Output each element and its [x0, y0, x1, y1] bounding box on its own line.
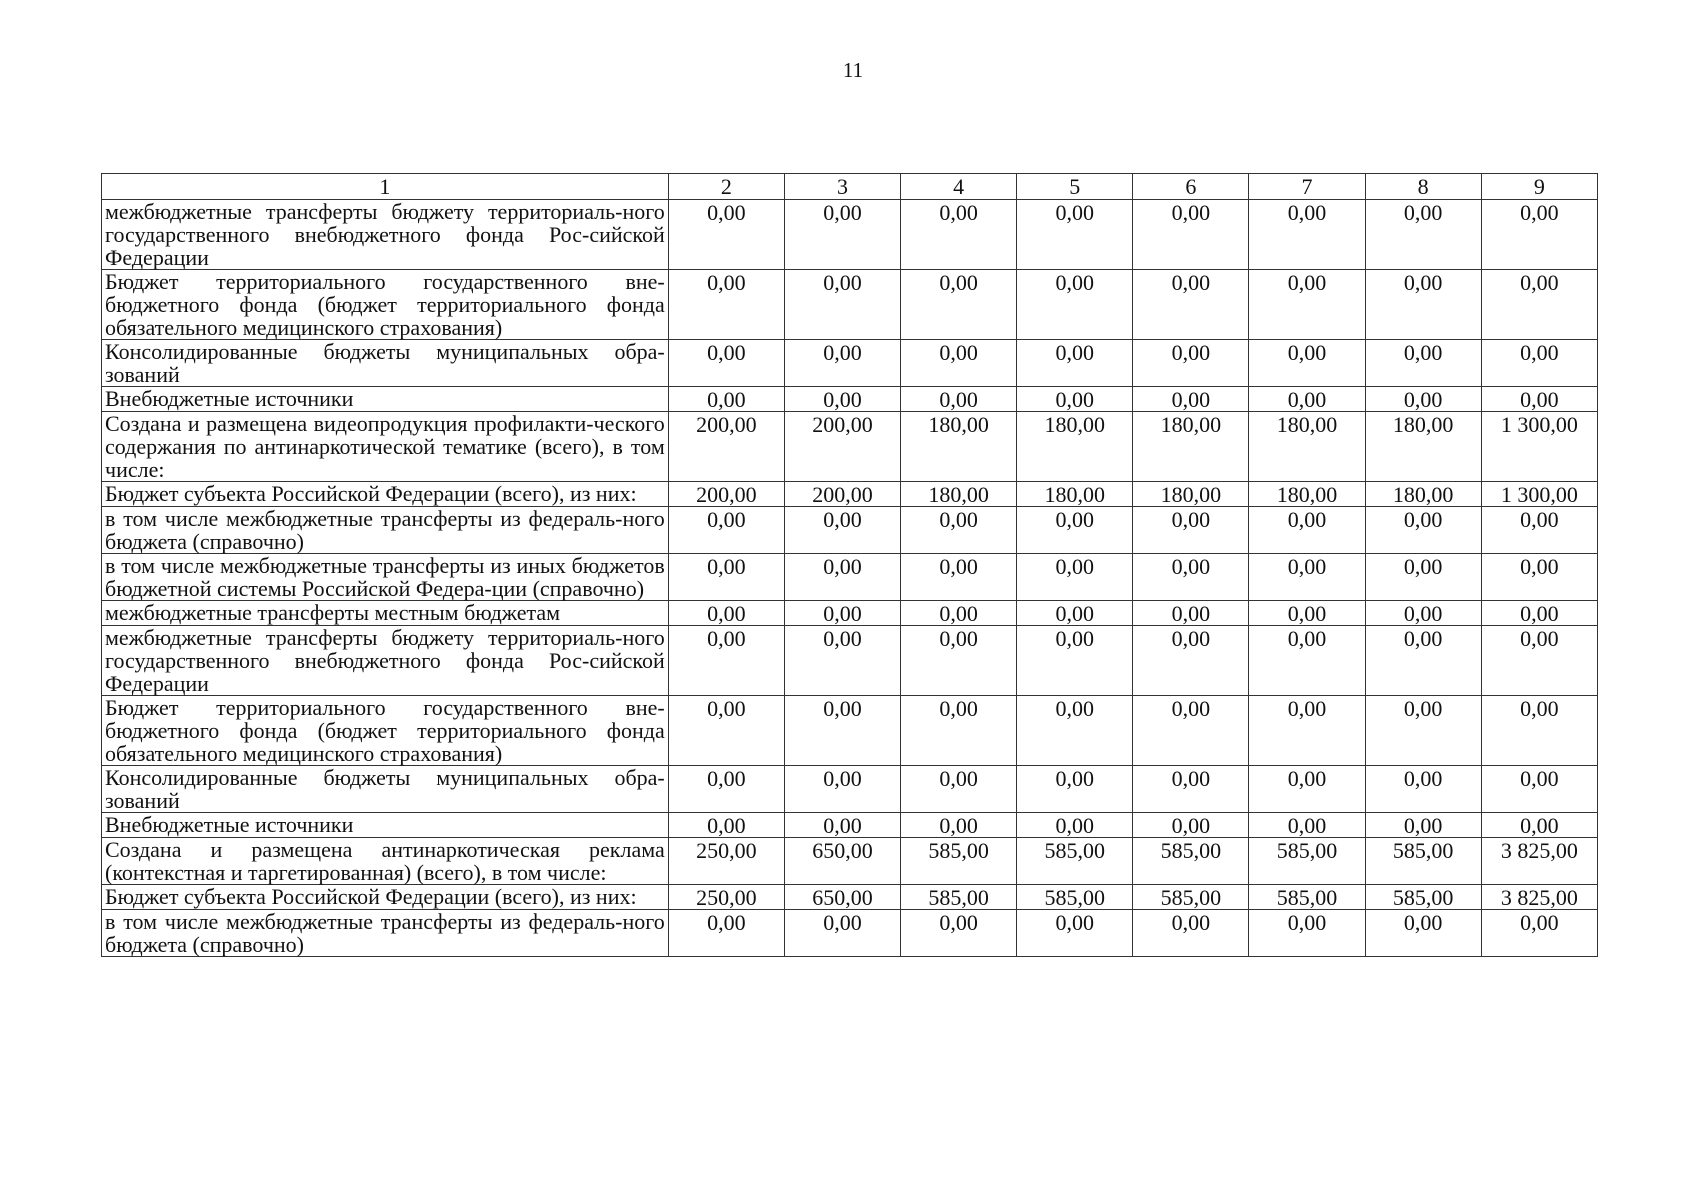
value-cell: 0,00: [1365, 270, 1481, 340]
value-cell: 585,00: [1365, 885, 1481, 910]
value-cell: 0,00: [784, 601, 900, 626]
value-cell: 0,00: [1481, 554, 1597, 601]
value-cell: 0,00: [1365, 387, 1481, 412]
value-cell: 3 825,00: [1481, 885, 1597, 910]
row-label: Бюджет территориального государственного вне-бюджетного фонда (бюджет территориального фонда обязательного медицинского страхования): [102, 270, 669, 340]
value-cell: 0,00: [668, 340, 784, 387]
value-cell: 0,00: [901, 340, 1017, 387]
value-cell: 0,00: [668, 200, 784, 270]
value-cell: 0,00: [1481, 601, 1597, 626]
value-cell: 0,00: [1017, 554, 1133, 601]
value-cell: 200,00: [784, 482, 900, 507]
row-label: Создана и размещена антинаркотическая реклама (контекстная и таргетированная) (всего), в том числе:: [102, 838, 669, 885]
column-header-1: 1: [102, 174, 669, 200]
table-row: [102, 766, 1598, 813]
value-cell: 180,00: [1249, 482, 1365, 507]
value-cell: 585,00: [1249, 885, 1365, 910]
row-label: Внебюджетные источники: [102, 813, 669, 838]
table-header-row: [102, 174, 1598, 200]
value-cell: 0,00: [668, 270, 784, 340]
value-cell: 0,00: [1249, 601, 1365, 626]
value-cell: 0,00: [1017, 626, 1133, 696]
value-cell: 585,00: [1017, 885, 1133, 910]
value-cell: 180,00: [901, 482, 1017, 507]
budget-table: [101, 173, 1598, 957]
value-cell: 0,00: [1017, 696, 1133, 766]
value-cell: 0,00: [1249, 554, 1365, 601]
value-cell: 0,00: [1017, 507, 1133, 554]
value-cell: 0,00: [784, 340, 900, 387]
column-header-2: 2: [668, 174, 784, 200]
table-row: [102, 813, 1598, 838]
table-row: [102, 482, 1598, 507]
value-cell: 0,00: [1133, 270, 1249, 340]
column-header-8: 8: [1365, 174, 1481, 200]
table-row: [102, 696, 1598, 766]
value-cell: 0,00: [1017, 387, 1133, 412]
row-label: Внебюджетные источники: [102, 387, 669, 412]
value-cell: 0,00: [901, 766, 1017, 813]
value-cell: 0,00: [1017, 910, 1133, 957]
table-row: [102, 626, 1598, 696]
value-cell: 0,00: [1365, 507, 1481, 554]
column-header-4: 4: [901, 174, 1017, 200]
value-cell: 0,00: [1365, 813, 1481, 838]
page-number: 11: [842, 58, 864, 82]
value-cell: 0,00: [1365, 340, 1481, 387]
value-cell: 0,00: [668, 910, 784, 957]
value-cell: 0,00: [1481, 507, 1597, 554]
row-label: межбюджетные трансферты бюджету территориаль-ного государственного внебюджетного фонда Рос-сийской Федерации: [102, 626, 669, 696]
value-cell: 0,00: [1133, 626, 1249, 696]
value-cell: 585,00: [1249, 838, 1365, 885]
value-cell: 0,00: [668, 813, 784, 838]
value-cell: 0,00: [784, 626, 900, 696]
value-cell: 180,00: [1017, 482, 1133, 507]
value-cell: 1 300,00: [1481, 412, 1597, 482]
value-cell: 0,00: [668, 507, 784, 554]
value-cell: 0,00: [784, 766, 900, 813]
value-cell: 0,00: [1017, 200, 1133, 270]
value-cell: 0,00: [668, 554, 784, 601]
row-label: Консолидированные бюджеты муниципальных обра-зований: [102, 766, 669, 813]
value-cell: 0,00: [1365, 910, 1481, 957]
value-cell: 0,00: [901, 910, 1017, 957]
value-cell: 585,00: [1365, 838, 1481, 885]
value-cell: 585,00: [1133, 885, 1249, 910]
value-cell: 0,00: [784, 507, 900, 554]
value-cell: 0,00: [901, 626, 1017, 696]
value-cell: 0,00: [1133, 696, 1249, 766]
row-label: Бюджет субъекта Российской Федерации (всего), из них:: [102, 885, 669, 910]
value-cell: 0,00: [1481, 813, 1597, 838]
table-row: [102, 910, 1598, 957]
value-cell: 0,00: [1133, 813, 1249, 838]
value-cell: 0,00: [901, 813, 1017, 838]
value-cell: 0,00: [784, 910, 900, 957]
table-row: [102, 885, 1598, 910]
value-cell: 0,00: [1365, 766, 1481, 813]
value-cell: 180,00: [901, 412, 1017, 482]
value-cell: 200,00: [668, 412, 784, 482]
value-cell: 585,00: [901, 838, 1017, 885]
value-cell: 0,00: [1365, 200, 1481, 270]
table-row: [102, 270, 1598, 340]
value-cell: 180,00: [1365, 412, 1481, 482]
value-cell: 3 825,00: [1481, 838, 1597, 885]
value-cell: 0,00: [1017, 270, 1133, 340]
value-cell: 0,00: [1133, 507, 1249, 554]
table-row: [102, 340, 1598, 387]
value-cell: 0,00: [1017, 340, 1133, 387]
value-cell: 180,00: [1365, 482, 1481, 507]
value-cell: 0,00: [1249, 387, 1365, 412]
value-cell: 0,00: [1249, 696, 1365, 766]
value-cell: 0,00: [1249, 766, 1365, 813]
value-cell: 0,00: [1133, 340, 1249, 387]
row-label: межбюджетные трансферты бюджету территориаль-ного государственного внебюджетного фонда Рос-сийской Федерации: [102, 200, 669, 270]
row-label: в том числе межбюджетные трансферты из федераль-ного бюджета (справочно): [102, 910, 669, 957]
value-cell: 585,00: [901, 885, 1017, 910]
value-cell: 0,00: [784, 270, 900, 340]
value-cell: 0,00: [901, 601, 1017, 626]
value-cell: 0,00: [1133, 387, 1249, 412]
value-cell: 0,00: [1017, 766, 1133, 813]
table-row: [102, 554, 1598, 601]
value-cell: 0,00: [784, 696, 900, 766]
column-header-3: 3: [784, 174, 900, 200]
column-header-7: 7: [1249, 174, 1365, 200]
value-cell: 0,00: [784, 200, 900, 270]
value-cell: 0,00: [668, 601, 784, 626]
value-cell: 0,00: [901, 554, 1017, 601]
value-cell: 585,00: [1017, 838, 1133, 885]
table-row: [102, 507, 1598, 554]
value-cell: 0,00: [1249, 813, 1365, 838]
value-cell: 0,00: [1365, 554, 1481, 601]
value-cell: 180,00: [1133, 482, 1249, 507]
value-cell: 0,00: [784, 554, 900, 601]
row-label: Создана и размещена видеопродукция профилакти-ческого содержания по антинаркотической тематике (всего), в том числе:: [102, 412, 669, 482]
value-cell: 0,00: [1481, 696, 1597, 766]
value-cell: 0,00: [1481, 270, 1597, 340]
value-cell: 0,00: [901, 696, 1017, 766]
value-cell: 0,00: [1481, 200, 1597, 270]
value-cell: 0,00: [1249, 507, 1365, 554]
row-label: Бюджет территориального государственного вне-бюджетного фонда (бюджет территориального фонда обязательного медицинского страхования): [102, 696, 669, 766]
row-label: Консолидированные бюджеты муниципальных обра-зований: [102, 340, 669, 387]
value-cell: 0,00: [1481, 910, 1597, 957]
value-cell: 250,00: [668, 838, 784, 885]
value-cell: 0,00: [1249, 626, 1365, 696]
table-row: [102, 387, 1598, 412]
value-cell: 0,00: [1249, 340, 1365, 387]
value-cell: 0,00: [1365, 626, 1481, 696]
value-cell: 200,00: [668, 482, 784, 507]
value-cell: 0,00: [901, 270, 1017, 340]
value-cell: 650,00: [784, 838, 900, 885]
value-cell: 180,00: [1017, 412, 1133, 482]
value-cell: 0,00: [668, 766, 784, 813]
value-cell: 0,00: [1365, 601, 1481, 626]
value-cell: 250,00: [668, 885, 784, 910]
value-cell: 0,00: [668, 696, 784, 766]
value-cell: 0,00: [1249, 200, 1365, 270]
value-cell: 0,00: [1365, 696, 1481, 766]
value-cell: 0,00: [668, 626, 784, 696]
value-cell: 0,00: [901, 200, 1017, 270]
value-cell: 1 300,00: [1481, 482, 1597, 507]
value-cell: 585,00: [1133, 838, 1249, 885]
value-cell: 0,00: [1481, 340, 1597, 387]
value-cell: 0,00: [1481, 766, 1597, 813]
value-cell: 0,00: [1249, 270, 1365, 340]
value-cell: 650,00: [784, 885, 900, 910]
value-cell: 0,00: [1133, 601, 1249, 626]
table-row: [102, 412, 1598, 482]
value-cell: 0,00: [1133, 200, 1249, 270]
value-cell: 0,00: [668, 387, 784, 412]
value-cell: 0,00: [901, 507, 1017, 554]
value-cell: 0,00: [1017, 601, 1133, 626]
column-header-5: 5: [1017, 174, 1133, 200]
table-row: [102, 200, 1598, 270]
row-label: межбюджетные трансферты местным бюджетам: [102, 601, 669, 626]
value-cell: 0,00: [1249, 910, 1365, 957]
value-cell: 0,00: [1133, 554, 1249, 601]
row-label: в том числе межбюджетные трансферты из федераль-ного бюджета (справочно): [102, 507, 669, 554]
value-cell: 0,00: [1481, 626, 1597, 696]
value-cell: 0,00: [1133, 910, 1249, 957]
column-header-9: 9: [1481, 174, 1597, 200]
value-cell: 0,00: [784, 813, 900, 838]
table-row: [102, 838, 1598, 885]
value-cell: 0,00: [784, 387, 900, 412]
value-cell: 0,00: [901, 387, 1017, 412]
value-cell: 180,00: [1249, 412, 1365, 482]
value-cell: 180,00: [1133, 412, 1249, 482]
table-row: [102, 601, 1598, 626]
table-body: [102, 200, 1598, 957]
column-header-6: 6: [1133, 174, 1249, 200]
row-label: Бюджет субъекта Российской Федерации (всего), из них:: [102, 482, 669, 507]
value-cell: 0,00: [1133, 766, 1249, 813]
row-label: в том числе межбюджетные трансферты из иных бюджетов бюджетной системы Российской Федера-ции (справочно): [102, 554, 669, 601]
value-cell: 200,00: [784, 412, 900, 482]
value-cell: 0,00: [1481, 387, 1597, 412]
value-cell: 0,00: [1017, 813, 1133, 838]
